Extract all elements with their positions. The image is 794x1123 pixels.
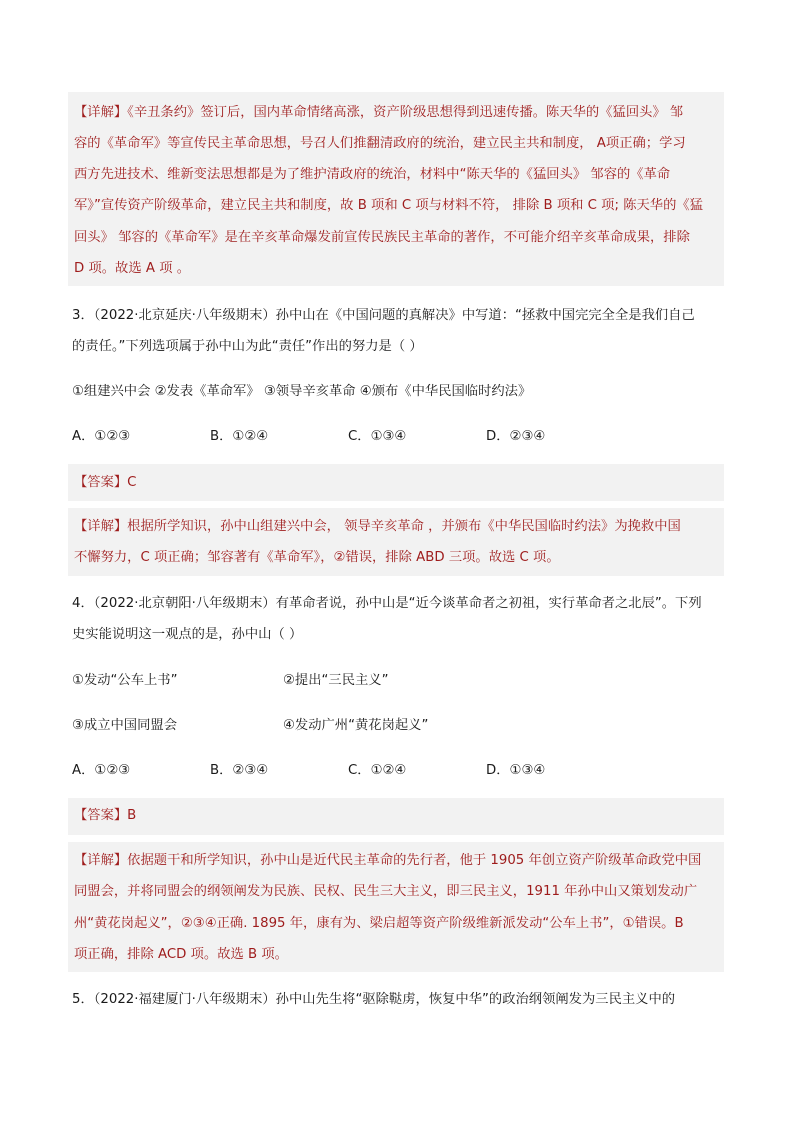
question-4-line-1: 4．（2022·北京朝阳·八年级期末）有革命者说，孙中山是“近今谈革命者之初祖，实行革命者之北辰”。下列 <box>72 596 702 611</box>
question-4-option-c: C．①②④ <box>348 763 407 778</box>
question-3-line-2: 的责任。”下列选项属于孙中山为此“责任”作出的努力是（ ） <box>72 339 423 354</box>
question-4-line-2: 史实能说明这一观点的是，孙中山（ ） <box>72 627 303 642</box>
question-3-line-1: 3．（2022·北京延庆·八年级期末）孙中山在《中国问题的真解决》中写道：“拯救中国完完全全是我们自己 <box>72 308 695 323</box>
question-3-option-b: B．①②④ <box>210 429 269 444</box>
detail-q2-line-6: D 项。故选 A 项 。 <box>74 261 191 276</box>
detail-q2-line-1: 【详解】《辛丑条约》签订后，国内革命情绪高涨，资产阶级思想得到迅速传播。陈天华的《猛回头》 邹 <box>74 105 684 120</box>
question-3-option-d: D．②③④ <box>486 429 546 444</box>
question-4-option-a: A．①②③ <box>72 763 131 778</box>
question-4-item-3: ③成立中国同盟会 <box>72 718 177 733</box>
answer-q4: 【答案】B <box>74 808 137 823</box>
question-3-option-a: A．①②③ <box>72 429 131 444</box>
detail-q4-line-1: 【详解】依据题干和所学知识，孙中山是近代民主革命的先行者，他于 1905 年创立资产阶级革命政党中国 <box>74 853 702 868</box>
question-4-item-4: ④发动广州“黄花岗起义” <box>283 718 429 733</box>
answer-box-q3 <box>68 464 724 501</box>
question-3-option-c: C．①③④ <box>348 429 407 444</box>
detail-q2-line-3: 西方先进技术、维新变法思想都是为了维护清政府的统治，材料中“陈天华的《猛回头》 邹容的《革命 <box>74 167 671 182</box>
question-4-option-b: B．②③④ <box>210 763 269 778</box>
detail-q4-line-3: 州“黄花岗起义”，②③④正确. 1895 年，康有为、梁启超等资产阶级维新派发动“公车上书”，①错误。B <box>74 916 684 931</box>
answer-box-q4 <box>68 798 724 835</box>
question-5-line-1: 5．（2022·福建厦门·八年级期末）孙中山先生将“驱除鞑虏，恢复中华”的政治纲领阐发为三民主义中的 <box>72 992 676 1007</box>
detail-q2-line-5: 回头》 邹容的《革命军》是在辛亥革命爆发前宣传民族民主革命的著作，不可能介绍辛亥革命成果，排除 <box>74 230 690 245</box>
detail-q3-line-2: 不懈努力，C 项正确；邹容著有《革命军》，②错误，排除 ABD 三项。故选 C 项。 <box>74 550 560 565</box>
answer-q3: 【答案】C <box>74 475 137 490</box>
detail-q2-line-4: 军》”宣传资产阶级革命，建立民主共和制度，故 B 项和 C 项与材料不符， 排除 B 项和 C 项; 陈天华的《猛 <box>74 198 703 213</box>
detail-q4-line-4: 项正确，排除 ACD 项。故选 B 项。 <box>74 947 288 962</box>
detail-q2-line-2: 容的《革命军》等宣传民主革命思想，号召人们推翻清政府的统治，建立民主共和制度， A项正确；学习 <box>74 136 686 151</box>
question-4-item-2: ②提出“三民主义” <box>283 673 389 688</box>
question-4-option-d: D．①③④ <box>486 763 546 778</box>
question-4-item-1: ①发动“公车上书” <box>72 673 178 688</box>
detail-q3-line-1: 【详解】根据所学知识，孙中山组建兴中会， 领导辛亥革命 ，并颁布《中华民国临时约法》为挽救中国 <box>74 519 681 534</box>
question-3-items: ①组建兴中会 ②发表《革命军》 ③领导辛亥革命 ④颁布《中华民国临时约法》 <box>72 384 532 399</box>
detail-q4-line-2: 同盟会，并将同盟会的纲领阐发为民族、民权、民生三大主义，即三民主义，1911 年孙中山又策划发动广 <box>74 884 698 899</box>
